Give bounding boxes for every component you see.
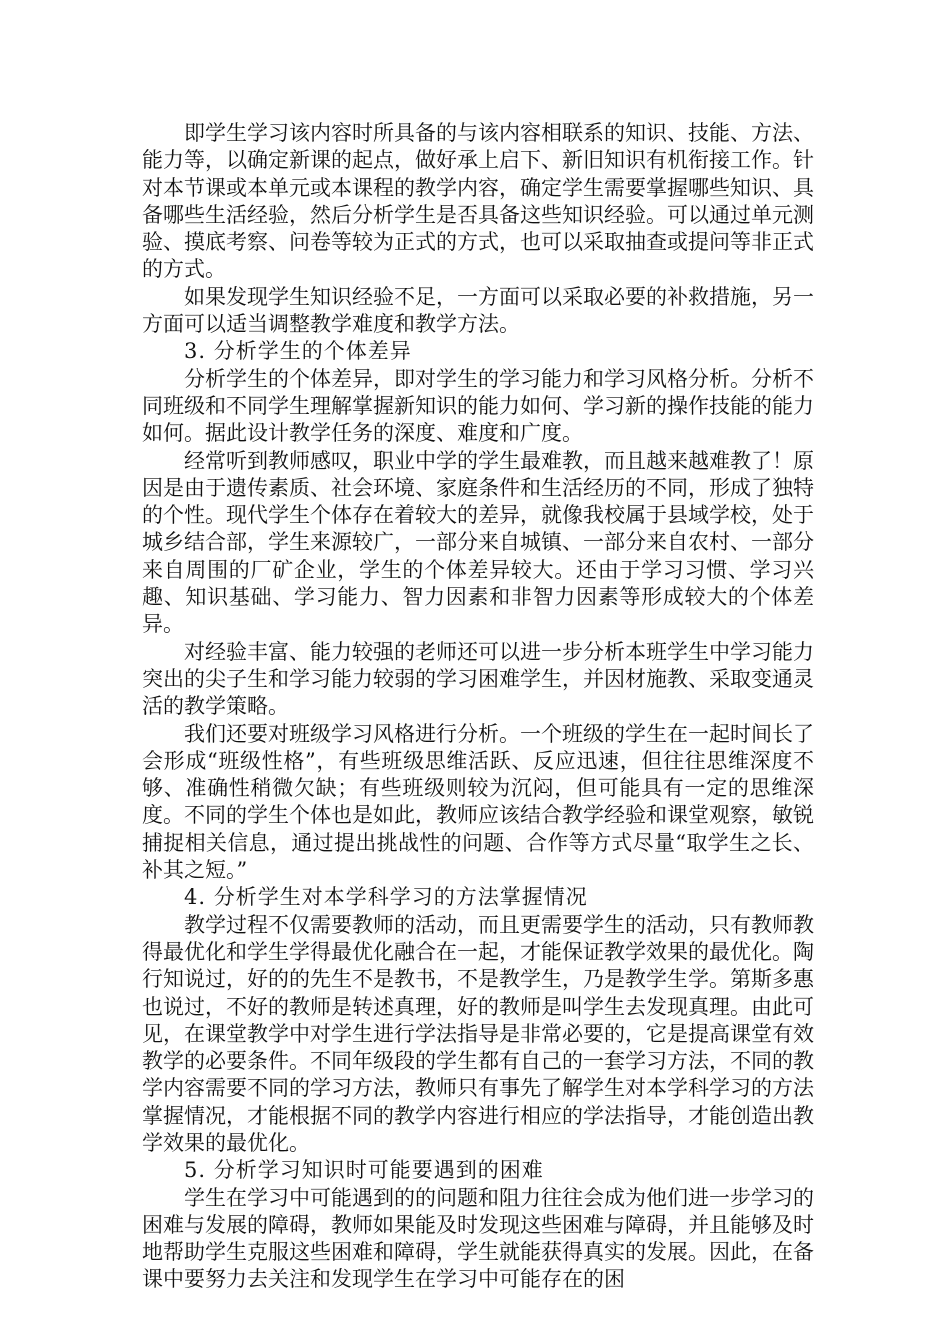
paragraph-1: 即学生学习该内容时所具备的与该内容相联系的知识、技能、方法、能力等，以确定新课的起点，做好承上启下、新旧知识有机衔接工作。针对本节课或本单元或本课程的教学内容，确定学生需要掌握哪些知识、具备哪些生活经验，然后分析学生是否具备这些知识经验。可以通过单元测验、摸底考察、问卷等较为正式的方式，也可以采取抽查或提问等非正式的方式。: [142, 121, 814, 282]
paragraph-5: 对经验丰富、能力较强的老师还可以进一步分析本班学生中学习能力突出的尖子生和学习能力较弱的学习困难学生，并因材施教、采取变通灵活的教学策略。: [142, 639, 814, 719]
section-heading-3: 3. 分析学生的个体差异: [184, 339, 412, 364]
section-heading-5: 5. 分析学习知识时可能要遇到的困难: [184, 1158, 544, 1183]
paragraph-4: 经常听到教师感叹，职业中学的学生最难教，而且越来越难教了！原因是由于遗传素质、社会环境、家庭条件和生活经历的不同，形成了独特的个性。现代学生个体存在着较大的差异，就像我校属于县域学校，处于城乡结合部，学生来源较广，一部分来自城镇、一部分来自农村、一部分来自周围的厂矿企业，学生的个体差异较大。还由于学习习惯、学习兴趣、知识基础、学习能力、智力因素和非智力因素等形成较大的个体差异。: [142, 448, 814, 637]
section-heading-4: 4. 分析学生对本学科学习的方法掌握情况: [184, 885, 588, 910]
paragraph-7: 教学过程不仅需要教师的活动，而且更需要学生的活动，只有教师教得最优化和学生学得最优化融合在一起，才能保证教学效果的最优化。陶行知说过，好的的先生不是教书，不是教学生，乃是教学生学。第斯多惠也说过，不好的教师是转述真理，好的教师是叫学生去发现真理。由此可见，在课堂教学中对学生进行学法指导是非常必要的，它是提高课堂有效教学的必要条件。不同年级段的学生都有自己的一套学习方法，不同的教学内容需要不同的学习方法，教师只有事先了解学生对本学科学习的方法掌握情况，才能根据不同的教学内容进行相应的学法指导，才能创造出教学效果的最优化。: [142, 912, 814, 1155]
paragraph-2: 如果发现学生知识经验不足，一方面可以采取必要的补救措施，另一方面可以适当调整教学难度和教学方法。: [142, 284, 814, 337]
paragraph-8: 学生在学习中可能遇到的的问题和阻力往往会成为他们进一步学习的困难与发展的障碍，教师如果能及时发现这些困难与障碍，并且能够及时地帮助学生克服这些困难和障碍，学生就能获得真实的发展。因此，在备课中要努力去关注和发现学生在学习中可能存在的困: [142, 1185, 814, 1292]
paragraph-6: 我们还要对班级学习风格进行分析。一个班级的学生在一起时间长了会形成“班级性格”，有些班级思维活跃、反应迅速，但往往思维深度不够、准确性稍微欠缺；有些班级则较为沉闷，但可能具有一定的思维深度。不同的学生个体也是如此，教师应该结合教学经验和课堂观察，敏锐捕捉相关信息，通过提出挑战性的问题、合作等方式尽量“取学生之长、补其之短。”: [142, 721, 814, 883]
paragraph-3: 分析学生的个体差异，即对学生的学习能力和学习风格分析。分析不同班级和不同学生理解掌握新知识的能力如何、学习新的操作技能的能力如何。据此设计教学任务的深度、难度和广度。: [142, 366, 814, 446]
document-body: [142, 120, 814, 1294]
